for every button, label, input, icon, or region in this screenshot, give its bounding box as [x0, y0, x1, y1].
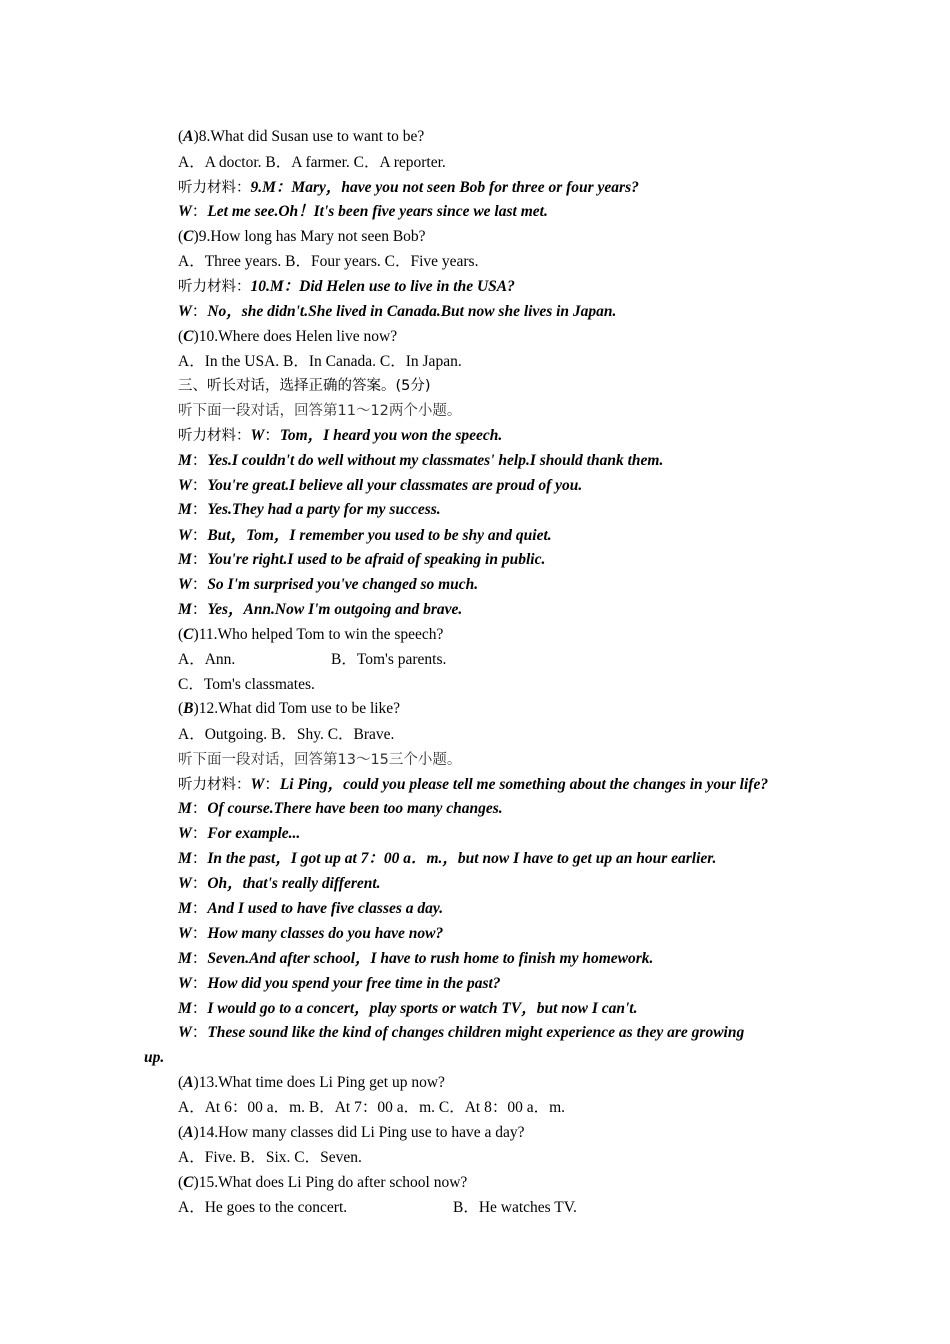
question-text: 8.What did Susan use to want to be? — [198, 128, 425, 145]
option-b: B．Tom's parents. — [331, 651, 447, 668]
dialogue-text: Li Ping，could you please tell me something about the changes in your life? — [279, 776, 769, 793]
answer-letter: B — [183, 700, 194, 717]
speaker: M — [178, 800, 192, 817]
dialogue-text: up. — [144, 1049, 165, 1066]
speaker: W — [178, 203, 192, 220]
dialogue-line: M：Yes.I couldn't do well without my classmates' help.I should thank them. — [178, 452, 664, 469]
dialogue-text: No，she didn't.She lived in Canada.But now she lives in Japan. — [207, 303, 617, 320]
question-text: 15.What does Li Ping do after school now? — [198, 1174, 468, 1191]
dialogue-line: W：Oh，that's really different. — [178, 875, 381, 892]
dialogue-text: In the past，I got up at 7：00 a．m.，but now I have to get up an hour earlier. — [207, 850, 717, 867]
options-text: A．At 6：00 a．m. B．At 7：00 a．m. C．At 8：00 a．m. — [178, 1099, 566, 1116]
transcript-text: 9.M：Mary，have you not seen Bob for three or four years? — [250, 179, 639, 196]
dialogue-line: W：For example... — [178, 825, 301, 842]
options-line — [178, 352, 462, 372]
speaker: W — [178, 576, 192, 593]
dialogue-text: For example... — [207, 825, 301, 842]
dialogue-line: W：No，she didn't.She lived in Canada.But now she lives in Japan. — [178, 303, 617, 320]
dialogue-continuation — [144, 1048, 164, 1068]
transcript-line: 听力材料：W：Li Ping，could you please tell me something about the changes in your life? — [178, 776, 769, 793]
instruction-line — [178, 401, 461, 421]
section-heading — [178, 376, 431, 396]
dialogue-text: So I'm surprised you've changed so much. — [207, 576, 479, 593]
dialogue-text: You're right.I used to be afraid of speaking in public. — [207, 551, 546, 568]
section-heading-text: 三、听长对话，选择正确的答案。(5分) — [178, 378, 431, 394]
options-text: A．Five. B．Six. C．Seven. — [178, 1149, 362, 1166]
dialogue-text: These sound like the kind of changes children might experience as they are growing — [207, 1024, 745, 1041]
options-line — [178, 153, 446, 173]
speaker: M — [178, 950, 192, 967]
dialogue-text: Yes，Ann.Now I'm outgoing and brave. — [207, 601, 463, 618]
options-line — [178, 675, 315, 695]
speaker: M — [178, 601, 192, 618]
options-text: C．Tom's classmates. — [178, 676, 315, 693]
dialogue-line: M：Of course.There have been too many changes. — [178, 800, 503, 817]
dialogue-line: M：And I used to have five classes a day. — [178, 900, 444, 917]
speaker: W — [178, 825, 192, 842]
question-line: (A)14.How many classes did Li Ping use to have a day? — [178, 1124, 525, 1141]
answer-letter: A — [183, 1124, 194, 1141]
question-line: (C)11.Who helped Tom to win the speech? — [178, 626, 444, 643]
dialogue-text: And I used to have five classes a day. — [207, 900, 444, 917]
speaker: W — [250, 776, 265, 793]
option-b: B．He watches TV. — [453, 1199, 577, 1216]
question-line: (A)13.What time does Li Ping get up now? — [178, 1074, 445, 1091]
speaker: M — [178, 1000, 192, 1017]
question-text: 14.How many classes did Li Ping use to have a day? — [198, 1124, 525, 1141]
options-text: A．A doctor. B．A farmer. C．A reporter. — [178, 154, 446, 171]
speaker: M — [178, 501, 192, 518]
speaker: W — [250, 427, 265, 444]
speaker: M — [178, 452, 192, 469]
transcript-line — [178, 178, 639, 198]
dialogue-line: W：Let me see.Oh！It's been five years since we last met. — [178, 203, 548, 220]
dialogue-line: M：Yes.They had a party for my success. — [178, 501, 441, 518]
question-text: 13.What time does Li Ping get up now? — [198, 1074, 445, 1091]
dialogue-line: W：You're great.I believe all your classmates are proud of you. — [178, 477, 583, 494]
speaker: W — [178, 303, 192, 320]
speaker: W — [178, 875, 192, 892]
dialogue-text: Of course.There have been too many changes. — [207, 800, 503, 817]
dialogue-line: M：In the past，I got up at 7：00 a．m.，but now I have to get up an hour earlier. — [178, 850, 717, 867]
options-line — [178, 1198, 577, 1218]
dialogue-line: M：I would go to a concert，play sports or watch TV，but now I can't. — [178, 1000, 638, 1017]
options-line — [178, 725, 394, 745]
question-line: (C)15.What does Li Ping do after school now? — [178, 1174, 468, 1191]
answer-letter: A — [183, 128, 194, 145]
dialogue-line: W：These sound like the kind of changes children might experience as they are growing — [178, 1024, 745, 1041]
options-line — [178, 650, 446, 670]
dialogue-text: Tom，I heard you won the speech. — [279, 427, 503, 444]
speaker: M — [178, 850, 192, 867]
option-a: A．Ann. — [178, 651, 236, 668]
options-line — [178, 1148, 362, 1168]
options-text: A．Three years. B．Four years. C．Five years. — [178, 253, 479, 270]
dialogue-line: W：How many classes do you have now? — [178, 925, 444, 942]
answer-letter: A — [183, 1074, 194, 1091]
dialogue-text: I would go to a concert，play sports or watch TV，but now I can't. — [207, 1000, 638, 1017]
transcript-label: 听力材料： — [178, 777, 251, 793]
dialogue-line: W：So I'm surprised you've changed so much. — [178, 576, 479, 593]
dialogue-text: Let me see.Oh！It's been five years since we last met. — [207, 203, 548, 220]
instruction-text: 听下面一段对话，回答第11～12两个小题。 — [178, 403, 462, 419]
transcript-label: 听力材料： — [178, 180, 251, 196]
speaker: M — [178, 551, 192, 568]
question-text: 10.Where does Helen live now? — [198, 328, 398, 345]
question-line: (C)9.How long has Mary not seen Bob? — [178, 228, 426, 245]
dialogue-line: M：Seven.And after school，I have to rush home to finish my homework. — [178, 950, 654, 967]
speaker: W — [178, 527, 192, 544]
question-text: 12.What did Tom use to be like? — [198, 700, 401, 717]
answer-letter: C — [183, 626, 194, 643]
instruction-text: 听下面一段对话，回答第13～15三个小题。 — [178, 752, 462, 768]
answer-letter: C — [183, 328, 194, 345]
transcript-line: 听力材料：W：Tom，I heard you won the speech. — [178, 427, 503, 444]
dialogue-text: Oh，that's really different. — [207, 875, 381, 892]
instruction-line — [178, 750, 461, 770]
speaker: W — [178, 1024, 192, 1041]
dialogue-text: Yes.They had a party for my success. — [207, 501, 441, 518]
speaker: W — [178, 925, 192, 942]
question-line: (C)10.Where does Helen live now? — [178, 328, 398, 345]
dialogue-line: W：How did you spend your free time in the past? — [178, 975, 501, 992]
dialogue-line: M：You're right.I used to be afraid of speaking in public. — [178, 551, 546, 568]
question-line: (A)8.What did Susan use to want to be? — [178, 128, 425, 145]
dialogue-line: W：But，Tom，I remember you used to be shy and quiet. — [178, 527, 552, 544]
transcript-text: 10.M：Did Helen use to live in the USA? — [250, 278, 515, 295]
dialogue-text: But，Tom，I remember you used to be shy and quiet. — [207, 527, 552, 544]
answer-letter: C — [183, 228, 194, 245]
options-line — [178, 252, 478, 272]
question-line: (B)12.What did Tom use to be like? — [178, 700, 401, 717]
transcript-line — [178, 277, 515, 297]
speaker: W — [178, 975, 192, 992]
dialogue-line: M：Yes，Ann.Now I'm outgoing and brave. — [178, 601, 463, 618]
dialogue-text: Seven.And after school，I have to rush home to finish my homework. — [207, 950, 654, 967]
question-text: 11.Who helped Tom to win the speech? — [198, 626, 444, 643]
dialogue-text: How did you spend your free time in the past? — [207, 975, 501, 992]
options-line — [178, 1098, 565, 1118]
speaker: W — [178, 477, 192, 494]
option-a: A．He goes to the concert. — [178, 1199, 348, 1216]
dialogue-text: Yes.I couldn't do well without my classmates' help.I should thank them. — [207, 452, 664, 469]
answer-letter: C — [183, 1174, 194, 1191]
question-text: 9.How long has Mary not seen Bob? — [198, 228, 426, 245]
transcript-label: 听力材料： — [178, 428, 251, 444]
dialogue-text: You're great.I believe all your classmates are proud of you. — [207, 477, 583, 494]
options-text: A．Outgoing. B．Shy. C．Brave. — [178, 726, 395, 743]
dialogue-text: How many classes do you have now? — [207, 925, 444, 942]
options-text: A．In the USA. B．In Canada. C．In Japan. — [178, 353, 462, 370]
speaker: M — [178, 900, 192, 917]
transcript-label: 听力材料： — [178, 279, 251, 295]
